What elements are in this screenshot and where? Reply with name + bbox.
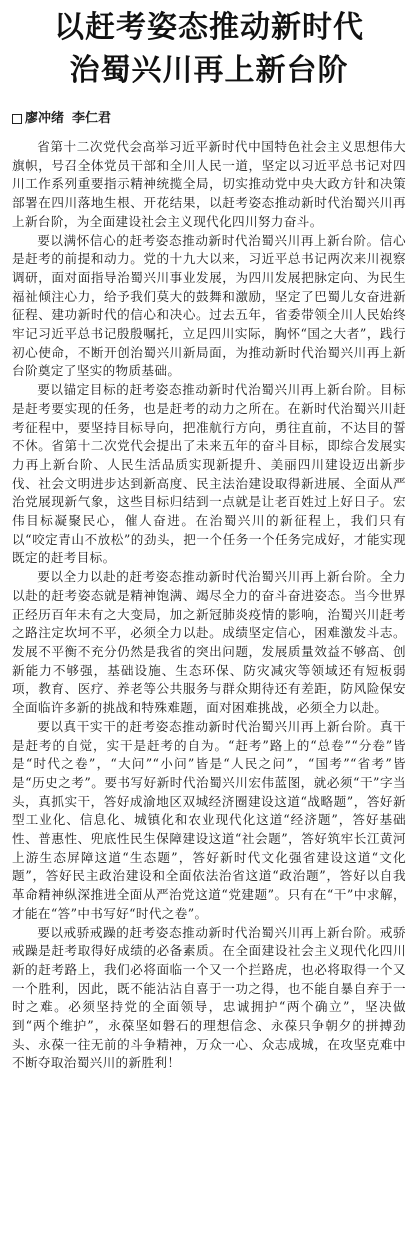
paragraph-confidence: 要以满怀信心的赶考姿态推动新时代治蜀兴川再上新台阶。信心是赶考的前提和动力。党的十九大以来，习近平总书记两次来川视察调研，面对面指导治蜀兴川事业发展，为四川发展把脉定向、为民生福祉倾注心力，给予我们莫大的鼓舞和激励，坚定了巴蜀儿女奋进新征程、建功新时代的信心和决心。过去五年，省委带领全川人民始终牢记习近平总书记殷殷嘱托，立足四川实际，胸怀“国之大者”，践行初心使命，不断开创治蜀兴川新局面，为推动新时代治蜀兴川再上新台阶奠定了坚实的物质基础。: [12, 232, 406, 379]
paragraph-full-effort: 要以全力以赴的赶考姿态推动新时代治蜀兴川再上新台阶。全力以赴的赶考姿态就是精神饱满、竭尽全力的奋斗奋进姿态。当今世界正经历百年未有之大变局，加之新冠肺炎疫情的影响，治蜀兴川赶考之路注定坎坷不平，必须全力以赴。成绩坚定信心，困难激发斗志。发展不平衡不充分仍然是我省的突出问题，发展质量效益不够高、创新能力不够强，基础设施、生态环保、防灾减灾等领域还有短板弱项，教育、医疗、养老等公共服务与群众期待还有差距，防风险保安全面临许多新的挑战和特殊难题，面对困难挑战，必须全力以赴。: [12, 569, 406, 716]
paragraph-intro: 省第十二次党代会高举习近平新时代中国特色社会主义思想伟大旗帜，号召全体党员干部和全川人民一道，坚定以习近平总书记对四川工作系列重要指示精神统揽全局，切实推动党中央大政方针和决策部署在四川落地生根、开花结果，以赶考姿态推动新时代治蜀兴川再上新台阶，为全面建设社会主义现代化四川努力奋斗。: [12, 139, 406, 229]
article-body: [12, 138, 406, 1073]
paragraph-real-work: 要以真干实干的赶考姿态推动新时代治蜀兴川再上新台阶。真干是赶考的自觉，实干是赶考的自为。“赶考”路上的“总卷”“分卷”皆是“时代之卷”，“大问”“小问”皆是“人民之问”，“国考”“省考”皆是“历史之考”。要书写好新时代治蜀兴川宏伟蓝图，就必须“干”字当头，真抓实干，答好成渝地区双城经济圈建设这道“战略题”，答好新型工业化、信息化、城镇化和农业现代化这道“经济题”，答好基础性、普惠性、兜底性民生保障建设这道“社会题”，答好筑牢长江黄河上游生态屏障这道“生态题”，答好新时代文化强省建设这道“文化题”，答好民主政治建设和全面依法治省这道“政治题”，答好以自我革命精神纵深推进全面从严治党这道“党建题”。只有在“干”中求解，才能在“答”中书写好“时代之卷”。: [12, 718, 406, 921]
author-name-2: 李仁君: [72, 111, 112, 126]
square-bullet-icon: [12, 114, 22, 124]
paragraph-goals: 要以锚定目标的赶考姿态推动新时代治蜀兴川再上新台阶。目标是赶考要实现的任务，也是赶考的动力之所在。在新时代治蜀兴川赶考征程中，要坚持目标导向，把准航行方向，勇往直前，不达目的誓不休。省第十二次党代会提出了未来五年的奋斗目标，即综合发展实力再上新台阶、人民生活品质实现新提升、美丽四川建设迈出新步伐、社会文明进步达到新高度、民主法治建设取得新进展、全面从严治党展现新气象，这些目标归结到一点就是让老百姓过上好日子。宏伟目标凝聚民心，催人奋进。在治蜀兴川的新征程上，我们只有以“咬定青山不放松”的劲头，把一个任务一个任务完成好，才能实现既定的赶考目标。: [12, 382, 406, 566]
article-headline: [12, 8, 406, 92]
headline-line-2: 治蜀兴川再上新台阶: [69, 53, 349, 88]
paragraph-humility: 要以戒骄戒躁的赶考姿态推动新时代治蜀兴川再上新台阶。戒骄戒躁是赶考取得好成绩的必备素质。在全面建设社会主义现代化四川新的赶考路上，我们必将面临一个又一个拦路虎，也必将取得一个又一个胜利，因此，既不能沾沾自喜于一功之得，也不能自暴自弃于一时之难。必须坚持党的全面领导，忠诚拥护“两个确立”，坚决做到“两个维护”，永葆坚如磐石的理想信念、永葆只争朝夕的拼搏劲头、永葆一往无前的斗争精神，万众一心、众志成城，在攻坚克难中不断夺取治蜀兴川的新胜利！: [12, 924, 406, 1071]
byline: [12, 110, 406, 128]
headline-line-1: 以赶考姿态推动新时代: [54, 10, 364, 45]
author-name-1: 廖冲绪: [25, 111, 65, 126]
